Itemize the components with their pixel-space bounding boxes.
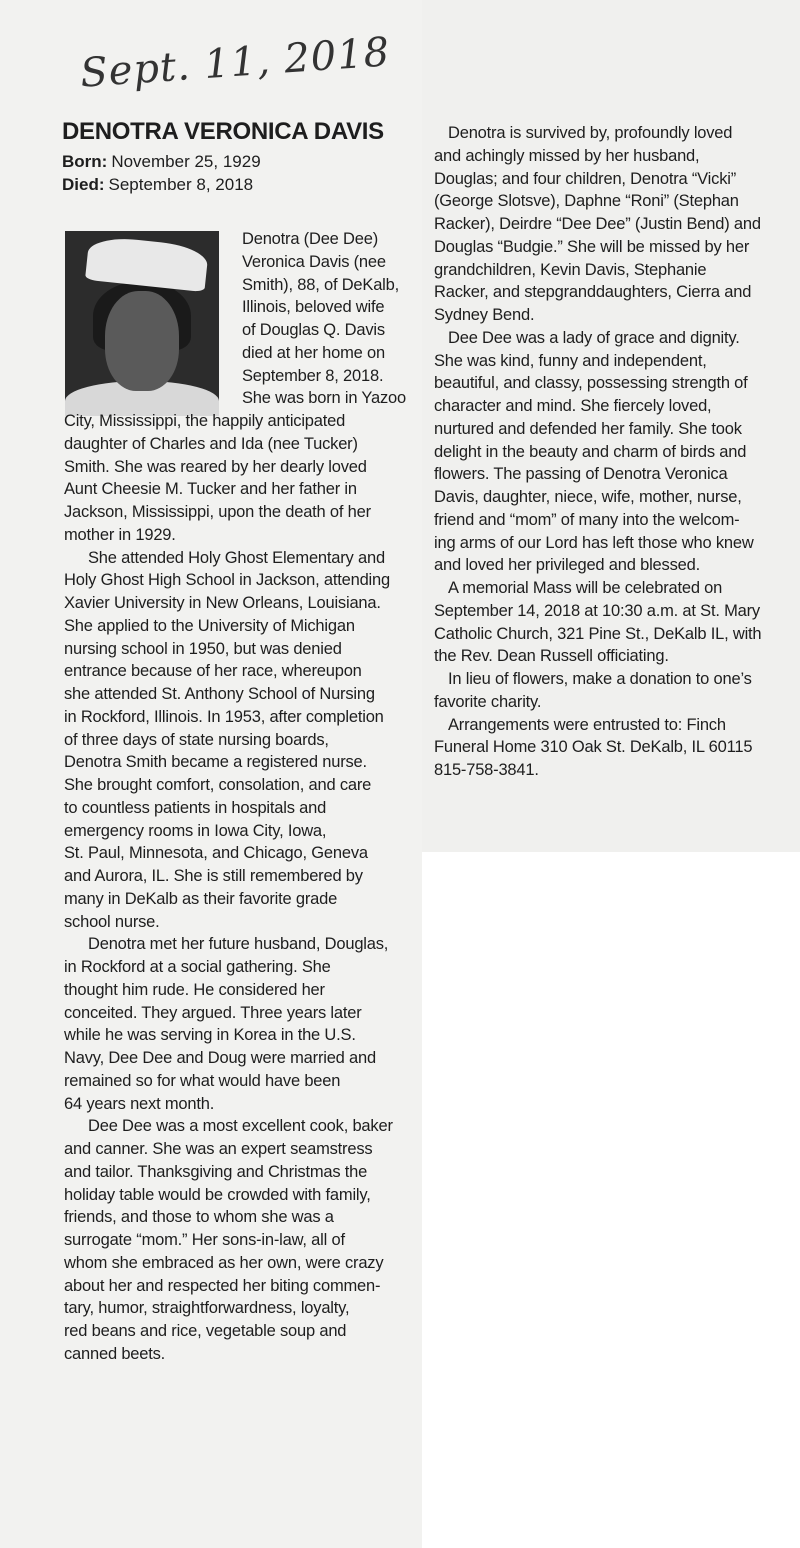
right-column-line: Denotra is survived by, profoundly loved [448,124,733,142]
left-column-line: holiday table would be crowded with family, [64,1185,371,1204]
left-column-line: while he was serving in Korea in the U.S. [64,1026,356,1045]
right-column-line: Funeral Home 310 Oak St. DeKalb, IL 60115 [434,738,753,757]
right-column-line: A memorial Mass will be celebrated on [448,579,723,597]
left-column-line: 64 years next month. [64,1094,215,1113]
left-column-line: mother in 1929. [64,525,176,544]
left-column-line: and tailor. Thanksgiving and Christmas the [64,1162,368,1181]
left-column-line: Navy, Dee Dee and Doug were married and [64,1049,376,1067]
died-date: September 8, 2018 [108,175,254,194]
right-column-line: delight in the beauty and charm of birds and [434,442,747,461]
left-column-line: and canner. She was an expert seamstress [64,1140,373,1158]
right-column-line: In lieu of flowers, make a donation to one’s [448,670,752,688]
left-column-line: to countless patients in hospitals and [64,798,327,817]
left-column-line: She was born in Yazoo [242,389,406,408]
born-line [62,151,422,173]
right-column-line: Racker), Deirdre “Dee Dee” (Justin Bend) and [434,215,761,233]
right-column-line: Dee Dee was a lady of grace and dignity. [448,328,740,347]
left-column-line: emergency rooms in Iowa City, Iowa, [64,821,327,840]
left-column-line: Veronica Davis (nee [242,252,386,271]
left-column-line: She applied to the University of Michigan [64,616,355,635]
left-column-line: thought him rude. He considered her [64,980,325,999]
left-column-line: surrogate “mom.” Her sons-in-law, all of [64,1231,345,1249]
left-column-line: She attended Holy Ghost Elementary and [88,548,385,567]
right-column-line: favorite charity. [434,692,542,711]
left-column-line: tary, humor, straightforwardness, loyalty, [64,1299,350,1318]
left-column-line: Denotra met her future husband, Douglas, [88,935,389,954]
left-column-line: of three days of state nursing boards, [64,730,329,749]
right-column-line: Catholic Church, 321 Pine St., DeKalb IL, with [434,624,762,643]
right-column-line: friend and “mom” of many into the welcom- [434,510,740,529]
handwritten-date: Sept. 11, 2018 [78,29,392,97]
left-column-line: many in DeKalb as their favorite grade [64,889,338,908]
left-column-line: entrance because of her race, whereupon [64,662,362,681]
right-column-line: 815-758-3841. [434,761,539,779]
left-column-line: She brought comfort, consolation, and care [64,776,372,794]
left-column-line: Denotra (Dee Dee) [242,230,378,248]
portrait-photo [65,231,219,416]
left-column-line: red beans and rice, vegetable soup and [64,1322,347,1340]
left-column-line: in Rockford at a social gathering. She [64,958,331,976]
right-column-line: and achingly missed by her husband, [434,146,700,165]
left-column-line: of Douglas Q. Davis [242,321,385,339]
obituary-title: DENOTRA VERONICA DAVIS [62,118,384,145]
left-column-line: Holy Ghost High School in Jackson, attending [64,571,390,590]
right-column-line: ing arms of our Lord has left those who knew [434,533,754,552]
born-label: Born: [62,152,108,171]
born-date: November 25, 1929 [111,152,261,171]
left-column-line: school nurse. [64,912,160,931]
right-column-line: Douglas; and four children, Denotra “Vicki” [434,169,736,188]
right-column-line: Sydney Bend. [434,306,535,324]
left-column-line: Smith), 88, of DeKalb, [242,275,400,294]
left-column-line: St. Paul, Minnesota, and Chicago, Geneva [64,844,368,863]
left-column-line: whom she embraced as her own, were crazy [64,1253,384,1272]
right-column-line: and loved her privileged and blessed. [434,556,700,575]
left-column-line: nursing school in 1950, but was denied [64,639,342,658]
right-column-line: the Rev. Dean Russell officiating. [434,647,669,666]
left-column-line: Denotra Smith became a registered nurse. [64,753,367,772]
left-column-line: she attended St. Anthony School of Nursing [64,685,375,703]
right-column-line: Davis, daughter, niece, wife, mother, nurse, [434,488,742,506]
right-column-line: Arrangements were entrusted to: Finch [448,715,726,734]
right-column-line: nurtured and defended her family. She took [434,419,742,438]
left-column-line: remained so for what would have been [64,1071,341,1090]
left-column-line: Dee Dee was a most excellent cook, baker [88,1117,393,1136]
right-column-line: grandchildren, Kevin Davis, Stephanie [434,260,707,279]
died-line [62,174,422,196]
died-label: Died: [62,175,105,194]
left-column-line: Jackson, Mississippi, upon the death of her [64,503,371,521]
left-column-line: about her and respected her biting commen- [64,1276,381,1295]
right-column-line: character and mind. She fiercely loved, [434,397,712,415]
left-column-line: Illinois, beloved wife [242,298,385,317]
left-column-line: and Aurora, IL. She is still remembered by [64,867,363,885]
right-column-line: Douglas “Budgie.” She will be missed by her [434,237,750,256]
left-column-line: Aunt Cheesie M. Tucker and her father in [64,480,357,499]
left-column-line: in Rockford, Illinois. In 1953, after completion [64,707,384,726]
right-column-line: Racker, and stepgranddaughters, Cierra and [434,283,752,302]
left-column-line: friends, and those to whom she was a [64,1208,334,1227]
left-column-line: died at her home on [242,343,385,362]
left-column-line: conceited. They argued. Three years later [64,1003,362,1022]
right-column-line: September 14, 2018 at 10:30 a.m. at St. Mary [434,601,760,620]
right-column-line: beautiful, and classy, possessing strength of [434,374,748,393]
left-column-line: City, Mississippi, the happily anticipated [64,412,346,430]
left-column-line: Xavier University in New Orleans, Louisiana. [64,594,381,612]
left-column-line: daughter of Charles and Ida (nee Tucker) [64,434,358,453]
left-column-line: Smith. She was reared by her dearly loved [64,457,367,476]
left-column-line: canned beets. [64,1344,166,1363]
left-column-line: September 8, 2018. [242,366,384,385]
right-column-line: flowers. The passing of Denotra Veronica [434,465,728,484]
right-column-line: She was kind, funny and independent, [434,351,707,370]
right-column-line: (George Slotsve), Daphne “Roni” (Stephan [434,192,739,211]
